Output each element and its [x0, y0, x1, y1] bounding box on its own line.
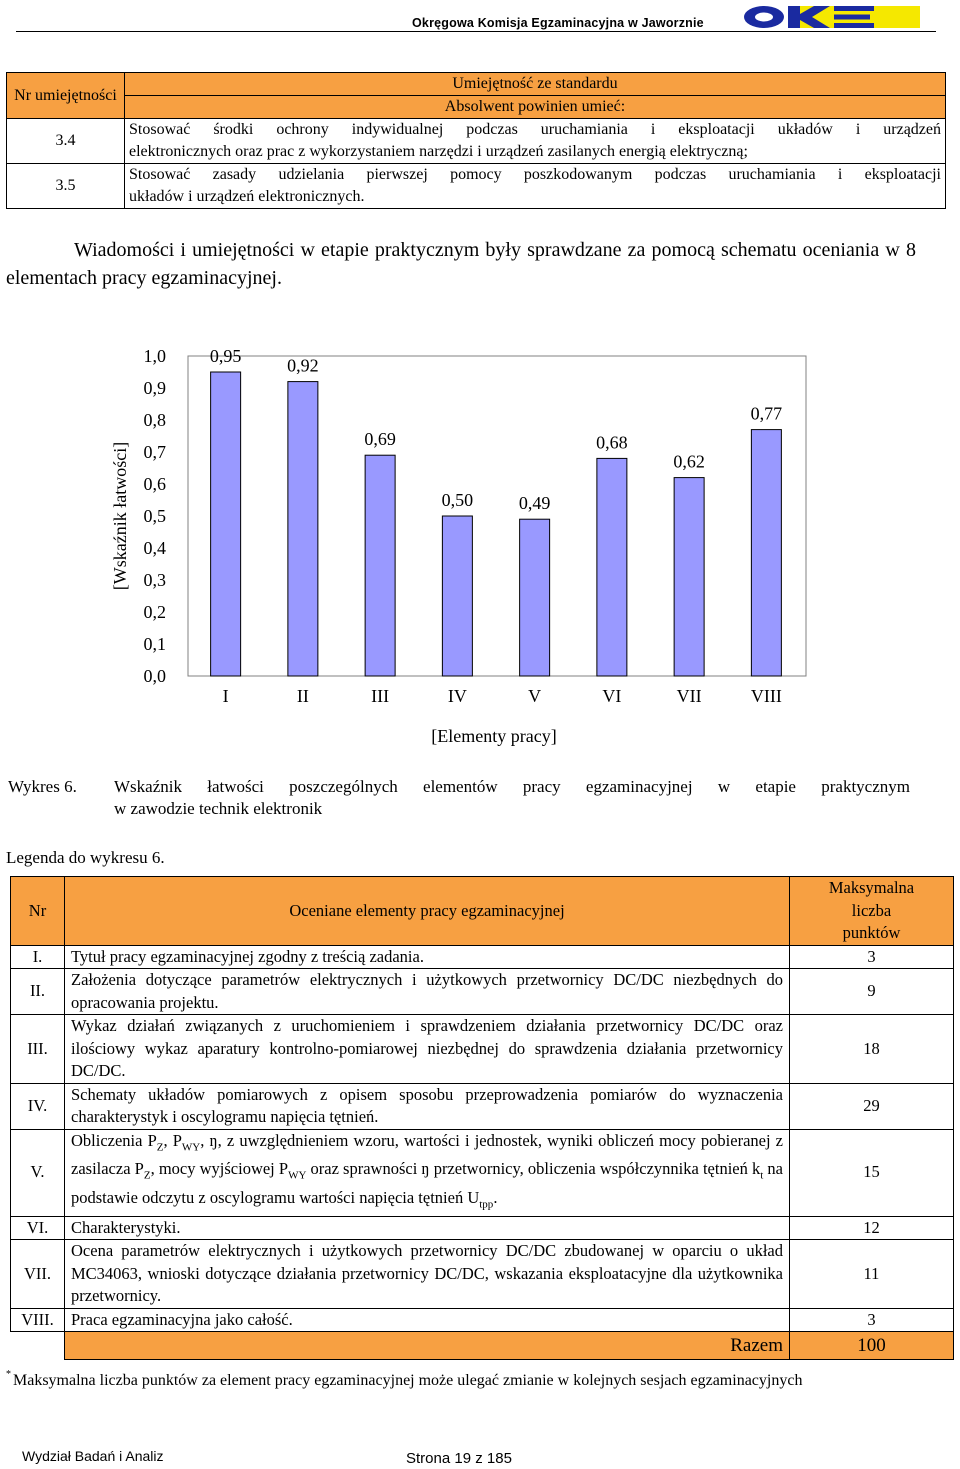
bar-value-label: 0,49 [518, 493, 551, 514]
bar-value-label: 0,62 [673, 451, 705, 472]
bar-VII [674, 478, 704, 676]
bar-value-label: 0,95 [209, 346, 242, 366]
intro-paragraph: Wiadomości i umiejętności w etapie praktycznym były sprawdzane za pomocą schematu oceniania w 8 elementach pracy egzaminacyjnej. [6, 239, 916, 289]
y-axis-label: [Wskaźnik łatwości] [110, 441, 130, 591]
row-nr: 3.5 [7, 164, 125, 209]
y-tick-label: 0,8 [143, 410, 166, 430]
row-element: Charakterystyki. [65, 1216, 790, 1240]
y-tick-label: 0,3 [143, 570, 166, 590]
table-row [11, 1015, 954, 1084]
bar-VIII [751, 430, 781, 676]
row-element: Praca egzaminacyjna jako całość. [65, 1308, 790, 1332]
table-row [11, 1083, 954, 1129]
bar-value-label: 0,68 [596, 432, 628, 453]
total-row [11, 1332, 954, 1360]
row-element: Obliczenia $P_Z$, $P_{WY}$, ŋ, z uwzględnieniem wzoru, wartości i jednostek, wyniki obliczeń mocy pobieranej z zasilacza $P_Z$, mocy wyjściowej $P_{WY}$ oraz sprawności ŋ przetwornicy, obliczenia współczynnika tętnień $k_t$ na podstawie odczytu z oscylogramu wartości napięcia tętnień $U_{tpp}$. [65, 1129, 790, 1216]
row-nr: 3.4 [7, 119, 125, 164]
row-skill: Stosować środki ochrony indywidualnej podczas uruchamiania i eksploatacji układów i urządzeń elektronicznych oraz prac z wykorzystaniem narzędzi i urządzeń zasilanych energią elektryczną; [125, 119, 946, 164]
table-row [11, 969, 954, 1015]
x-tick-label: I [222, 686, 229, 706]
bar-chart [100, 330, 820, 760]
table-row [11, 1216, 954, 1240]
y-tick-label: 0,0 [143, 666, 166, 686]
row-max: 12 [790, 1216, 954, 1240]
bar-I [211, 372, 241, 676]
row-element: Schematy układów pomiarowych z opisem sposobu przeprowadzenia pomiarów do wyznaczenia charakterystyk i oscylogramu napięcia tętnień. [65, 1083, 790, 1129]
row-max: 18 [790, 1015, 954, 1084]
caption-label: Wykres 6. [8, 777, 77, 796]
row-nr: VI. [11, 1216, 65, 1240]
bar-IV [442, 516, 472, 676]
bar-III [365, 455, 395, 676]
oke-logo [742, 4, 920, 30]
footnote-mark: * [6, 1369, 11, 1380]
table-row [7, 119, 946, 164]
x-tick-label: VIII [750, 686, 782, 706]
y-tick-label: 0,5 [143, 506, 166, 526]
bar-value-label: 0,69 [364, 429, 396, 450]
row-max: 11 [790, 1240, 954, 1309]
legend-title: Legenda do wykresu 6. [6, 848, 165, 867]
row-max: 9 [790, 969, 954, 1015]
row-element: Wykaz działań związanych z uruchomieniem i sprawdzeniem działania przetwornicy DC/DC oraz ilościowy wykaz aparatury kontrolno-pomiarowej niezbędnej do sprawdzenia działania przetwornicy DC/DC. [65, 1015, 790, 1084]
x-tick-label: IV [447, 686, 467, 706]
row-nr: VIII. [11, 1308, 65, 1332]
total-value: 100 [790, 1332, 954, 1360]
plot-area [188, 356, 806, 676]
col-header-element: Oceniane elementy pracy egzaminacyjnej [65, 877, 790, 946]
x-tick-label: V [528, 686, 542, 706]
row-element: Założenia dotyczące parametrów elektrycznych i użytkowych przetwornicy DC/DC niezbędnych do opracowania projektu. [65, 969, 790, 1015]
bar-value-label: 0,77 [750, 403, 783, 424]
row-element: Ocena parametrów elektrycznych i użytkowych przetwornicy DC/DC zbudowanej w oparciu o układ MC34063, wnioski dotyczące działania przetwornicy DC/DC, wskazania eksploatacyjne dla użytkownika przetwornicy. [65, 1240, 790, 1309]
x-tick-label: II [296, 686, 309, 706]
row-max: 3 [790, 945, 954, 969]
table-row [11, 1129, 954, 1216]
col-header-nr: Nr [11, 877, 65, 946]
footnote [6, 1369, 803, 1390]
col-header-skill-sub: Absolwent powinien umieć: [125, 96, 946, 119]
row-max: 29 [790, 1083, 954, 1129]
y-tick-label: 1,0 [143, 346, 166, 366]
row-nr: VII. [11, 1240, 65, 1309]
bar-value-label: 0,92 [287, 355, 319, 376]
caption-text: Wskaźnik łatwości poszczególnych elementów pracy egzaminacyjnej w etapie praktycznym w zawodzie technik elektronik [114, 777, 910, 818]
row-nr: IV. [11, 1083, 65, 1129]
bar-II [288, 382, 318, 676]
header-rule [16, 31, 936, 32]
footer-department: Wydział Badań i Analiz [22, 1448, 164, 1464]
y-tick-label: 0,6 [143, 474, 166, 494]
x-tick-label: III [371, 686, 390, 706]
x-tick-label: VI [602, 686, 622, 706]
footnote-text: Maksymalna liczba punktów za element pracy egzaminacyjnej może ulegać zmianie w kolejnych sesjach egzaminacyjnych [13, 1372, 803, 1389]
bar-value-label: 0,50 [441, 490, 474, 510]
y-tick-label: 0,9 [143, 378, 166, 398]
row-skill: Stosować zasady udzielania pierwszej pomocy poszkodowanym podczas uruchamiania i eksploatacji układów i urządzeń elektronicznych. [125, 164, 946, 209]
bar-V [520, 519, 550, 676]
total-label: Razem [65, 1332, 790, 1360]
y-tick-label: 0,1 [143, 634, 166, 654]
col-header-skill: Umiejętność ze standardu [125, 73, 946, 96]
legend-table [10, 876, 954, 1360]
x-axis-label: [Elementy pracy] [431, 726, 557, 746]
x-tick-label: VII [676, 686, 702, 706]
col-header-nr: Nr umiejętności [7, 73, 125, 119]
footer-page-number: Strona 19 z 185 [406, 1450, 512, 1467]
row-nr: I. [11, 945, 65, 969]
row-nr: III. [11, 1015, 65, 1084]
row-max: 3 [790, 1308, 954, 1332]
y-tick-label: 0,4 [143, 538, 166, 558]
standard-table [6, 72, 946, 209]
table-row [11, 1308, 954, 1332]
col-header-max: Maksymalna liczba punktów [790, 877, 954, 946]
table-row [11, 945, 954, 969]
table-row [11, 1240, 954, 1309]
bar-VI [597, 458, 627, 676]
y-tick-label: 0,7 [143, 442, 166, 462]
header-title: Okręgowa Komisja Egzaminacyjna w Jaworznie [412, 16, 704, 30]
row-nr: II. [11, 969, 65, 1015]
row-nr: V. [11, 1129, 65, 1216]
table-row [7, 164, 946, 209]
row-element: Tytuł pracy egzaminacyjnej zgodny z treścią zadania. [65, 945, 790, 969]
y-tick-label: 0,2 [143, 602, 166, 622]
row-max: 15 [790, 1129, 954, 1216]
